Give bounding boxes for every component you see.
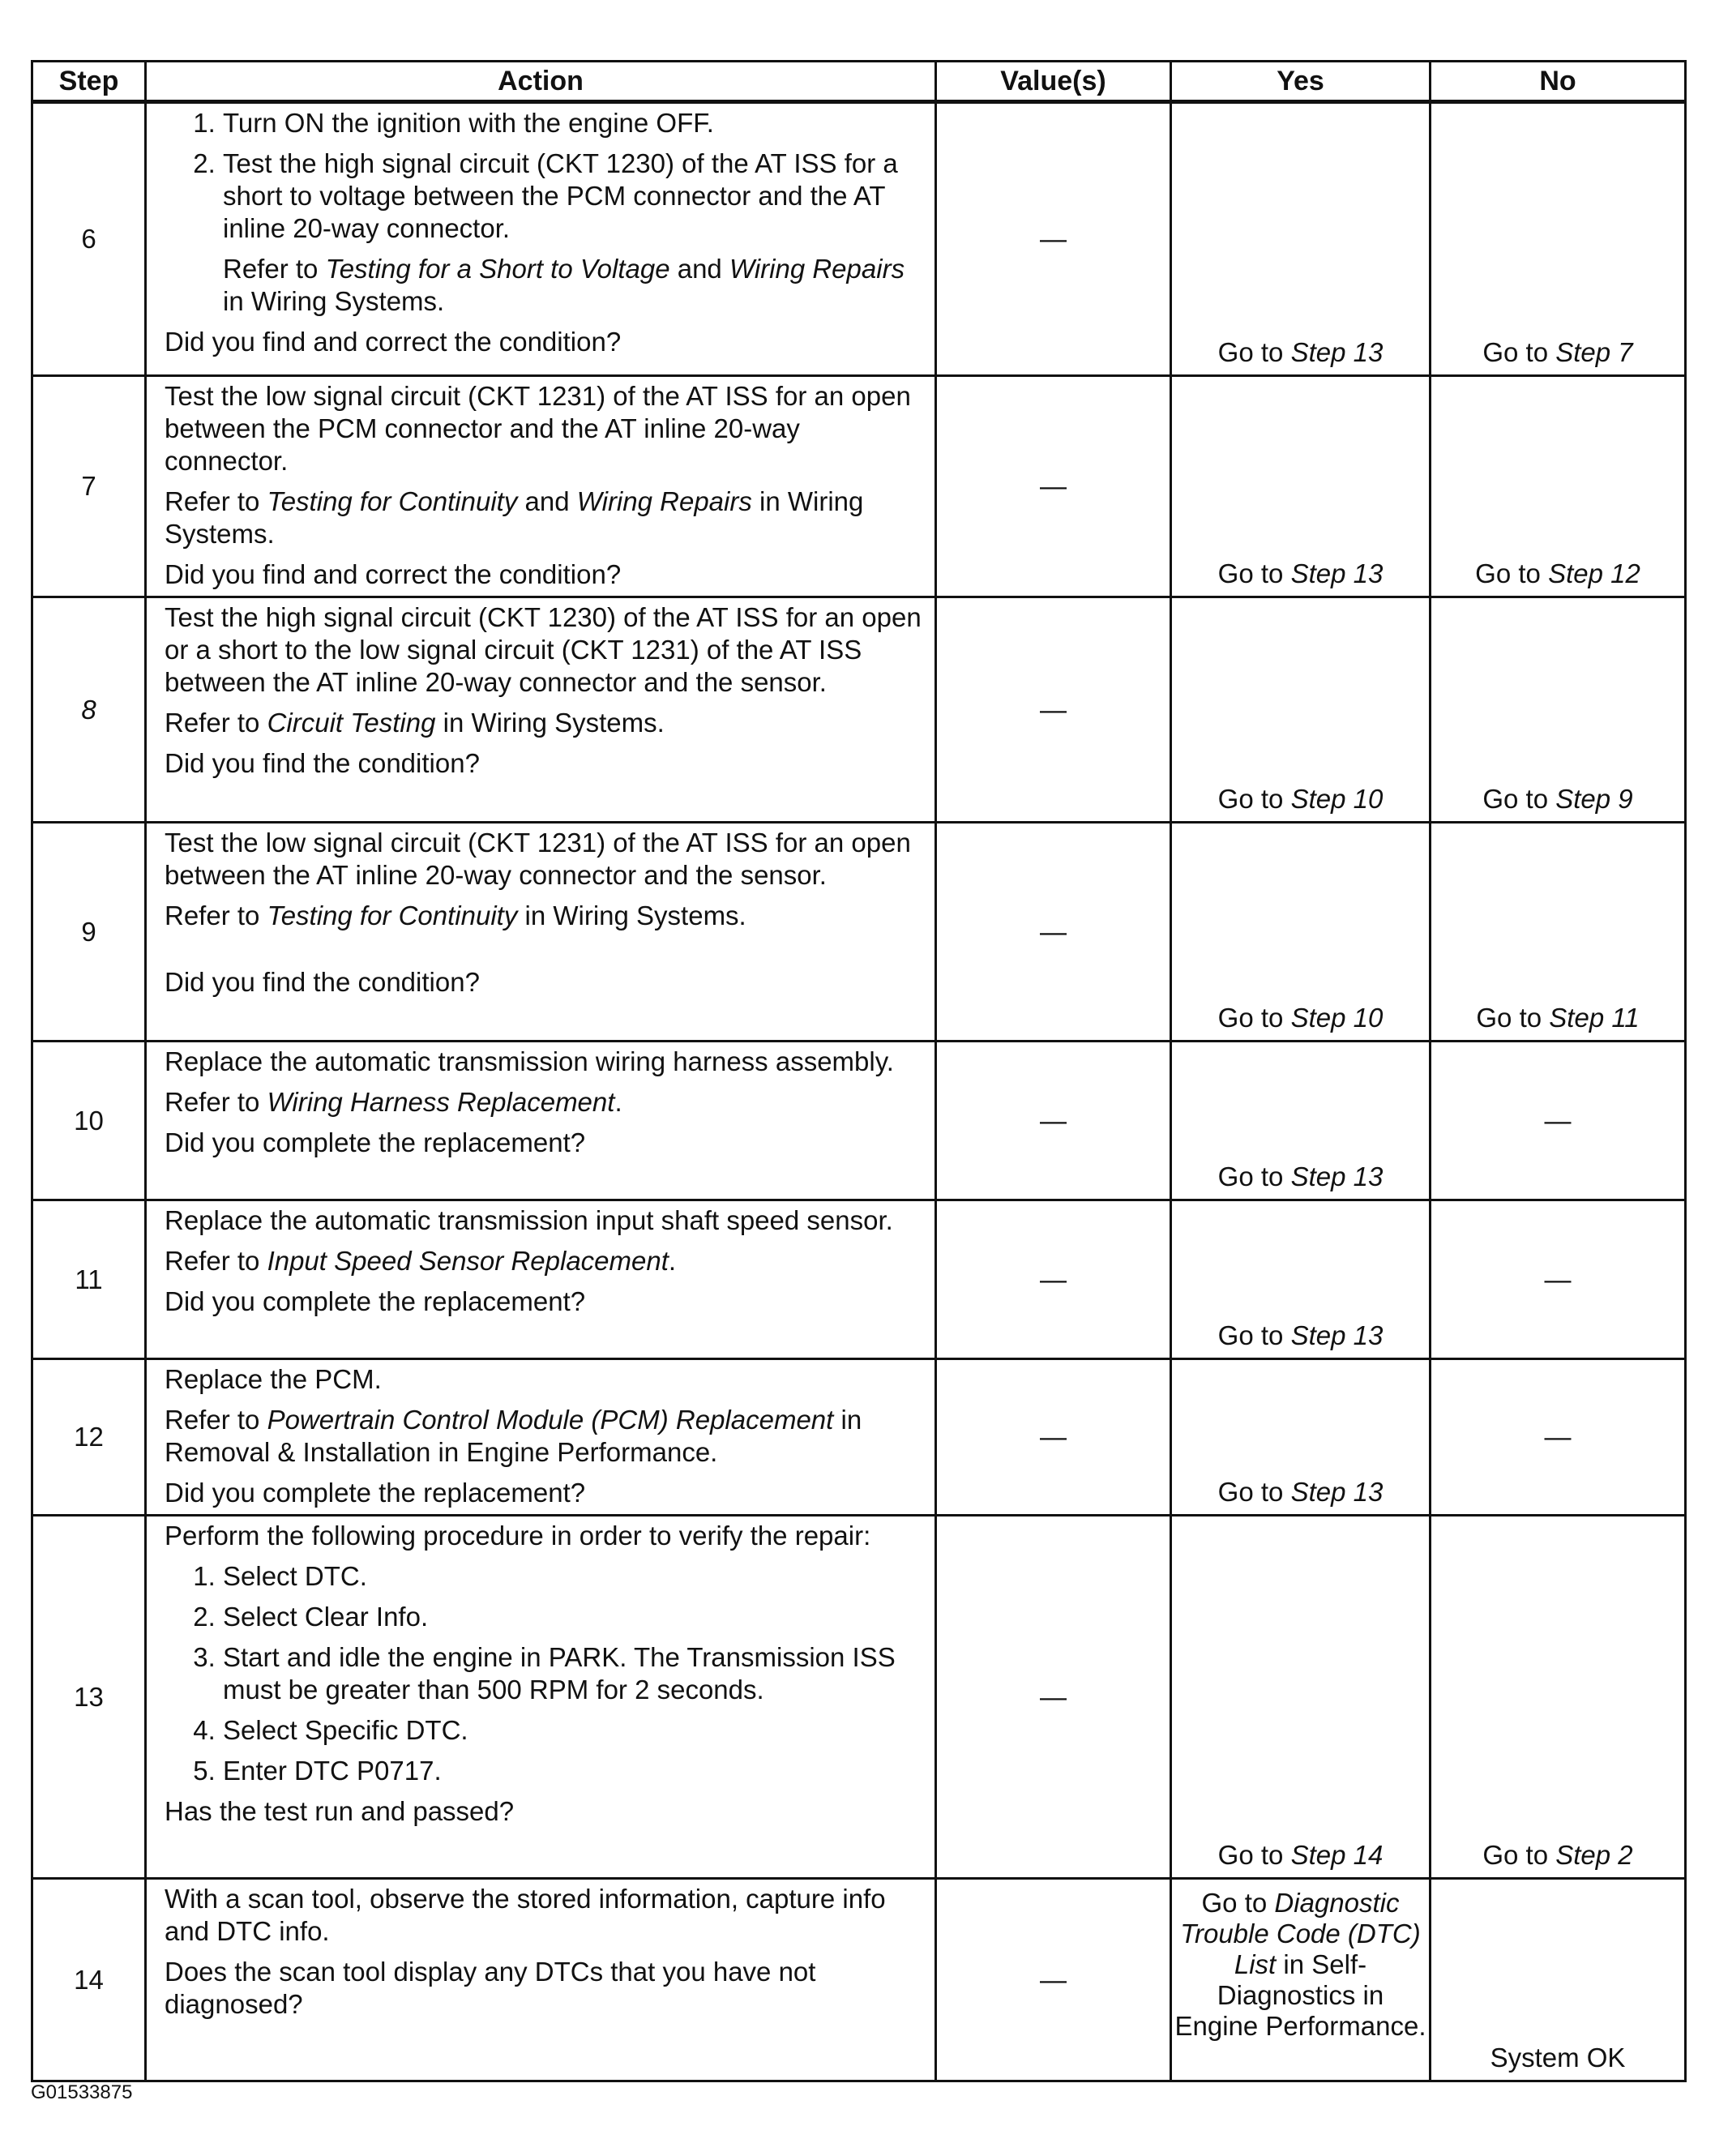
action-cell xyxy=(146,1359,936,1516)
value-cell: — xyxy=(936,1879,1171,2081)
header-action: Action xyxy=(146,62,936,102)
action-text: Replace the PCM. xyxy=(165,1364,382,1394)
procedure-list xyxy=(165,1560,926,1787)
diagnostic-table xyxy=(31,60,1687,2082)
yes-cell xyxy=(1171,597,1431,823)
no-step-link: Step 9 xyxy=(1555,784,1633,814)
step-number: 9 xyxy=(32,823,146,1042)
step-number: 8 xyxy=(32,597,146,823)
step-number: 7 xyxy=(32,376,146,597)
table-row xyxy=(32,102,1686,376)
action-text: With a scan tool, observe the stored information, capture info and DTC info. xyxy=(165,1884,886,1946)
refer-prefix: Refer to xyxy=(165,486,267,516)
no-step-link: Step 7 xyxy=(1555,337,1633,367)
list-item: 5. Enter DTC P0717. xyxy=(223,1755,926,1787)
refer-line xyxy=(165,486,926,550)
refer-link: Wiring Repairs xyxy=(729,254,905,284)
action-list xyxy=(165,107,926,318)
refer-link: Testing for a Short to Voltage xyxy=(325,254,670,284)
goto-prefix: Go to xyxy=(1217,1320,1291,1350)
header-yes: Yes xyxy=(1171,62,1431,102)
refer-link: Wiring Harness Replacement xyxy=(267,1087,615,1117)
question: Did you find the condition? xyxy=(165,748,480,778)
yes-cell xyxy=(1171,1879,1431,2081)
list-item: 2. Select Clear Info. xyxy=(223,1601,926,1633)
value-cell: — xyxy=(936,1042,1171,1200)
yes-step-link: Step 13 xyxy=(1290,1477,1384,1507)
refer-line xyxy=(165,900,926,932)
goto-prefix: Go to xyxy=(1217,1161,1291,1191)
no-step-link: Step 12 xyxy=(1548,558,1640,588)
goto-prefix: Go to xyxy=(1476,1003,1550,1033)
value-cell: — xyxy=(936,1359,1171,1516)
refer-link: Input Speed Sensor Replacement xyxy=(267,1246,669,1276)
refer-and: and xyxy=(517,486,577,516)
figure-id: G01533875 xyxy=(31,2081,133,2103)
refer-prefix: Refer to xyxy=(223,254,326,284)
goto-prefix: Go to xyxy=(1217,558,1291,588)
step-number: 14 xyxy=(32,1879,146,2081)
yes-step-link: Step 13 xyxy=(1290,1320,1384,1350)
step-number: 11 xyxy=(32,1200,146,1359)
yes-cell xyxy=(1171,823,1431,1042)
action-text: Test the low signal circuit (CKT 1231) of the AT ISS for an open between the PCM connector and the AT inline 20-way connector. xyxy=(165,381,911,476)
action-cell xyxy=(146,1200,936,1359)
question: Did you complete the replacement? xyxy=(165,1286,586,1316)
goto-prefix: Go to xyxy=(1475,558,1549,588)
yes-reference-link: Diagnostic Trouble Code (DTC) List xyxy=(1180,1888,1421,1979)
yes-cell xyxy=(1171,1516,1431,1879)
table-row xyxy=(32,597,1686,823)
refer-suffix: in Wiring Systems. xyxy=(435,708,665,738)
table-row xyxy=(32,1516,1686,1879)
goto-prefix: Go to xyxy=(1217,1003,1291,1033)
yes-cell xyxy=(1171,376,1431,597)
step-number: 6 xyxy=(32,102,146,376)
refer-link: Testing for Continuity xyxy=(267,900,518,930)
list-item-text: Test the high signal circuit (CKT 1230) of the AT ISS for a short to voltage between the PCM connector and the AT inline 20-way connector. xyxy=(223,148,898,243)
action-cell xyxy=(146,823,936,1042)
refer-suffix: . xyxy=(668,1246,677,1276)
goto-prefix: Go to xyxy=(1201,1888,1275,1918)
header-no: No xyxy=(1431,62,1686,102)
yes-cell xyxy=(1171,1200,1431,1359)
yes-reference-suffix: in Self-Diagnostics in Engine Performance. xyxy=(1174,1949,1426,2041)
refer-line xyxy=(165,1245,926,1277)
action-cell xyxy=(146,376,936,597)
no-cell xyxy=(1431,376,1686,597)
action-text: Replace the automatic transmission input shaft speed sensor. xyxy=(165,1205,893,1235)
refer-line xyxy=(165,1404,926,1469)
refer-prefix: Refer to xyxy=(165,708,267,738)
action-cell xyxy=(146,102,936,376)
question: Did you find the condition? xyxy=(165,967,480,997)
header-row xyxy=(32,62,1686,102)
step-number: 12 xyxy=(32,1359,146,1516)
no-cell: — xyxy=(1431,1359,1686,1516)
yes-cell xyxy=(1171,1042,1431,1200)
action-cell xyxy=(146,1516,936,1879)
value-cell: — xyxy=(936,823,1171,1042)
refer-line xyxy=(165,1086,926,1119)
no-cell: — xyxy=(1431,1200,1686,1359)
refer-suffix: in Removal & Installation in Engine Performance. xyxy=(165,1405,862,1467)
refer-line xyxy=(165,707,926,739)
question: Has the test run and passed? xyxy=(165,1796,515,1826)
goto-prefix: Go to xyxy=(1482,784,1556,814)
step-number: 10 xyxy=(32,1042,146,1200)
no-cell xyxy=(1431,1516,1686,1879)
list-item: 4. Select Specific DTC. xyxy=(223,1714,926,1747)
value-cell: — xyxy=(936,1200,1171,1359)
question: Did you complete the replacement? xyxy=(165,1478,586,1508)
list-item: 1. Select DTC. xyxy=(223,1560,926,1593)
action-cell xyxy=(146,1879,936,2081)
table-row xyxy=(32,376,1686,597)
refer-link: Powertrain Control Module (PCM) Replacement xyxy=(267,1405,834,1435)
action-text: Replace the automatic transmission wiring harness assembly. xyxy=(165,1046,894,1076)
refer-link: Testing for Continuity xyxy=(267,486,518,516)
yes-step-link: Step 13 xyxy=(1290,558,1384,588)
yes-step-link: Step 10 xyxy=(1290,1003,1384,1033)
refer-line xyxy=(223,253,926,318)
question: Did you complete the replacement? xyxy=(165,1127,586,1157)
goto-prefix: Go to xyxy=(1482,1840,1556,1870)
no-cell xyxy=(1431,823,1686,1042)
yes-step-link: Step 13 xyxy=(1290,337,1384,367)
refer-link: Circuit Testing xyxy=(267,708,436,738)
action-text: Perform the following procedure in order to verify the repair: xyxy=(165,1521,871,1551)
no-step-link: Step 2 xyxy=(1555,1840,1633,1870)
list-item xyxy=(223,148,926,318)
value-cell: — xyxy=(936,597,1171,823)
goto-prefix: Go to xyxy=(1217,1477,1291,1507)
table-row xyxy=(32,1359,1686,1516)
yes-step-link: Step 10 xyxy=(1290,784,1384,814)
refer-suffix: in Wiring Systems. xyxy=(517,900,746,930)
no-step-link: Step 11 xyxy=(1549,1003,1640,1033)
yes-cell xyxy=(1171,1359,1431,1516)
yes-step-link: Step 14 xyxy=(1290,1840,1384,1870)
list-item: 3. Start and idle the engine in PARK. The Transmission ISS must be greater than 500 RPM for 2 seconds. xyxy=(223,1641,926,1706)
action-cell xyxy=(146,1042,936,1200)
no-cell: — xyxy=(1431,1042,1686,1200)
refer-suffix: in Wiring Systems. xyxy=(165,486,864,549)
no-cell: System OK xyxy=(1431,1879,1686,2081)
action-cell xyxy=(146,597,936,823)
table-row xyxy=(32,1042,1686,1200)
table-row xyxy=(32,1879,1686,2081)
list-item: 1. Turn ON the ignition with the engine OFF. xyxy=(223,107,926,139)
no-cell xyxy=(1431,102,1686,376)
goto-prefix: Go to xyxy=(1217,1840,1291,1870)
table-row xyxy=(32,1200,1686,1359)
refer-and: and xyxy=(669,254,729,284)
question: Did you find and correct the condition? xyxy=(165,559,622,589)
table-row xyxy=(32,823,1686,1042)
refer-suffix: in Wiring Systems. xyxy=(223,286,445,316)
refer-prefix: Refer to xyxy=(165,1246,267,1276)
no-cell xyxy=(1431,597,1686,823)
refer-link: Wiring Repairs xyxy=(576,486,752,516)
refer-prefix: Refer to xyxy=(165,900,267,930)
header-values: Value(s) xyxy=(936,62,1171,102)
diagnostic-table-sheet xyxy=(31,60,1684,2082)
step-number: 13 xyxy=(32,1516,146,1879)
action-text: Test the high signal circuit (CKT 1230) of the AT ISS for an open or a short to the low signal circuit (CKT 1231) of the AT ISS between the AT inline 20-way connector and the sensor. xyxy=(165,602,922,697)
value-cell: — xyxy=(936,1516,1171,1879)
question: Did you find and correct the condition? xyxy=(165,327,622,357)
goto-prefix: Go to xyxy=(1482,337,1556,367)
header-step: Step xyxy=(32,62,146,102)
yes-step-link: Step 13 xyxy=(1290,1161,1384,1191)
refer-suffix: . xyxy=(614,1087,622,1117)
yes-cell xyxy=(1171,102,1431,376)
value-cell: — xyxy=(936,102,1171,376)
action-text: Test the low signal circuit (CKT 1231) of the AT ISS for an open between the AT inline 20-way connector and the sensor. xyxy=(165,828,911,890)
refer-prefix: Refer to xyxy=(165,1405,267,1435)
value-cell: — xyxy=(936,376,1171,597)
question: Does the scan tool display any DTCs that you have not diagnosed? xyxy=(165,1957,816,2019)
goto-prefix: Go to xyxy=(1217,337,1291,367)
refer-prefix: Refer to xyxy=(165,1087,267,1117)
goto-prefix: Go to xyxy=(1217,784,1291,814)
